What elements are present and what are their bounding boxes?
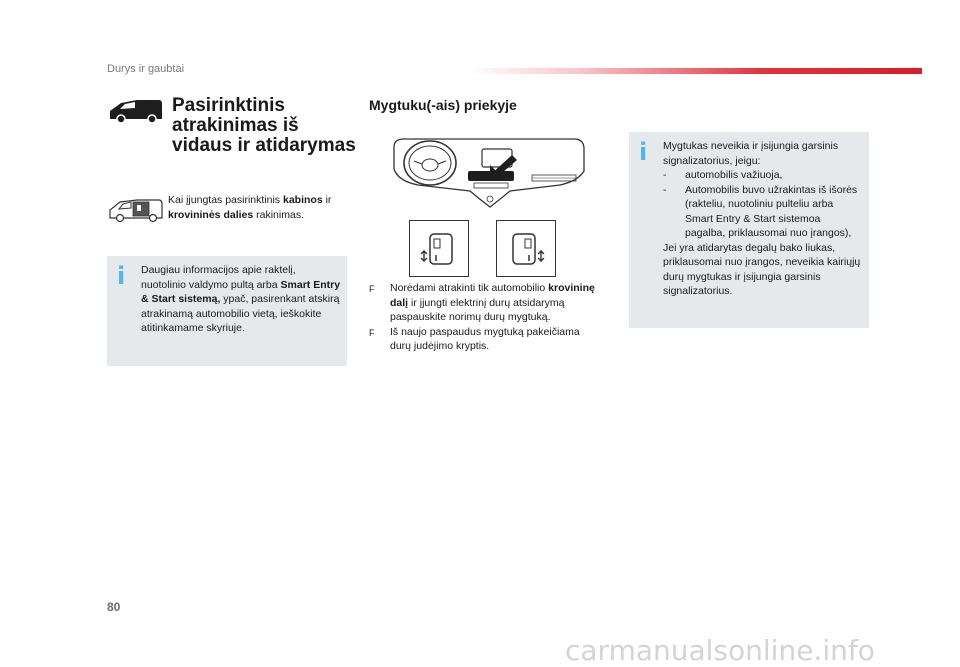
step-marker: F — [369, 284, 375, 294]
dashboard-illustration — [390, 135, 588, 215]
left-sliding-door-button-icon — [409, 220, 469, 277]
instruction-steps — [369, 281, 599, 354]
list-item: - Automobilis buvo užrakintas iš išorės (rakteliu, nuotoliniu pulteliu arba Smart Entry & Start sistemoa pagalba, priklausomai nuo įrangos), — [663, 183, 858, 239]
section-heading: Mygtuku(-ais) priekyje — [369, 97, 517, 113]
info-box-warning — [629, 132, 869, 328]
right-sliding-door-button-icon — [496, 220, 556, 277]
info-text: Mygtukas neveikia ir įsijungia garsinis signalizatorius, jeigu: - automobilis važiuoja, - Automobilis buvo užrakintas iš išorės (rakteliu, nuotoliniu pulteliu arba Smart Entry & Start sistemoa pagalba, priklausomai nuo įrangos), Jei yra atidarytas degalų bako liukas, priklausomai nuo įrangos, neveikia kairiųjų durų mygtukas ir įsijungia garsinis signalizatorius. — [663, 139, 863, 299]
section-title: Durys ir gaubtai — [107, 63, 185, 75]
step-marker: F — [369, 327, 375, 338]
info-icon: i — [117, 262, 126, 290]
van-icon — [107, 97, 163, 125]
step-1: F Norėdami atrakinti tik automobilio krovininę dalį ir įjungti elektrinį durų atsidarymą paspauskite norimų durų mygtuką. — [369, 282, 595, 323]
watermark: carmanualsonline.info — [565, 634, 875, 667]
step-2: F Iš naujo paspaudus mygtuką pakeičiama durų judėjimo kryptis. — [369, 325, 580, 352]
info-box-keys — [107, 256, 347, 366]
intro-text: Kai įjungtas pasirinktinis kabinos ir krovininės dalies rakinimas. — [168, 194, 332, 221]
info-text: Daugiau informacijos apie raktelį, nuotolinio valdymo pultą arba Smart Entry & Start sistemą, ypač, pasirenkant atskirą atrakinamą automobilio vietą, ieškokite atitinkamame skyriuje. — [141, 264, 341, 334]
header-accent-bar — [470, 68, 922, 74]
page-number: 80 — [107, 600, 121, 614]
list-item: - automobilis važiuoja, — [663, 169, 783, 181]
van-side-door-icon — [107, 196, 163, 224]
info-icon: i — [639, 138, 648, 166]
page-title: Pasirinktinis atrakinimas iš vidaus ir atidarymas — [172, 95, 356, 156]
